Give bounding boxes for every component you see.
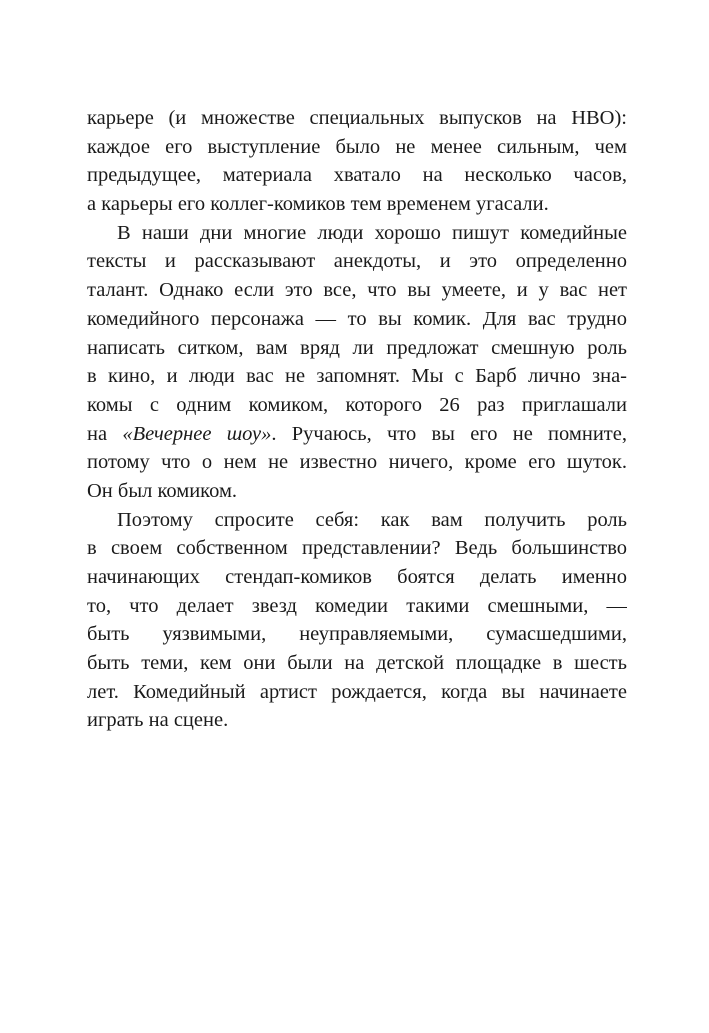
text-segment: комы с одним комиком, которого 26 раз приглашали [87, 393, 627, 416]
paragraph-1 [87, 104, 627, 219]
text-segment: потому что о нем не известно ничего, кроме его шуток. [87, 451, 627, 474]
text-line [87, 506, 627, 535]
text-line [87, 219, 627, 248]
text-line [87, 276, 627, 305]
paragraph-2 [87, 219, 627, 506]
text-segment: тексты и рассказывают анекдоты, и это определенно [87, 250, 627, 273]
text-line [87, 391, 627, 420]
text-segment: а карьеры его коллег-комиков тем временем угасали. [87, 193, 549, 216]
paragraph-3 [87, 506, 627, 736]
text-line [87, 620, 627, 649]
text-segment: талант. Однако если это все, что вы умеете, и у вас нет [87, 279, 627, 302]
text-segment: предыдущее, материала хватало на несколько часов, [87, 164, 627, 187]
text-segment: В наши дни многие люди хорошо пишут комедийные [117, 221, 627, 244]
text-segment: быть теми, кем они были на детской площадке в шесть [87, 652, 627, 675]
book-page [87, 104, 627, 735]
text-line [87, 161, 627, 190]
text-line [87, 334, 627, 363]
text-line [87, 649, 627, 678]
text-segment: Поэтому спросите себя: как вам получить роль [117, 508, 627, 531]
text-line [87, 534, 627, 563]
text-segment: . Ручаюсь, что вы его не помните, [271, 422, 627, 445]
text-segment: играть на сцене. [87, 709, 229, 732]
text-segment: начинающих стендап-комиков боятся делать именно [87, 566, 627, 588]
text-line [87, 678, 627, 707]
text-line [87, 362, 627, 391]
text-line [87, 706, 627, 735]
text-segment: карьере (и множестве специальных выпусков на HBO): [87, 107, 627, 129]
text-segment: Он был комиком. [87, 479, 238, 502]
text-line [87, 104, 627, 133]
show-title-italic: «Вечернее шоу» [122, 422, 272, 445]
text-line [87, 190, 627, 219]
text-segment: на [87, 422, 123, 445]
text-line [87, 420, 627, 449]
text-segment: в кино, и люди вас не запомнят. Мы с Барб лично зна- [87, 365, 627, 388]
text-segment: комедийного персонажа — то вы комик. Для вас трудно [87, 307, 627, 330]
text-segment: лет. Комедийный артист рождается, когда вы начинаете [87, 680, 627, 703]
text-segment: в своем собственном представлении? Ведь большинство [87, 537, 627, 560]
text-line [87, 448, 627, 477]
text-segment: каждое его выступление было не менее сильным, чем [87, 135, 627, 158]
text-segment: быть уязвимыми, неуправляемыми, сумасшедшими, [87, 623, 627, 646]
text-segment: написать ситком, вам вряд ли предложат смешную роль [87, 336, 627, 359]
text-line [87, 563, 627, 592]
text-line [87, 477, 627, 506]
text-line [87, 305, 627, 334]
text-line [87, 247, 627, 276]
text-line [87, 133, 627, 162]
text-segment: то, что делает звезд комедии такими смешными, — [87, 594, 627, 617]
text-line [87, 592, 627, 621]
